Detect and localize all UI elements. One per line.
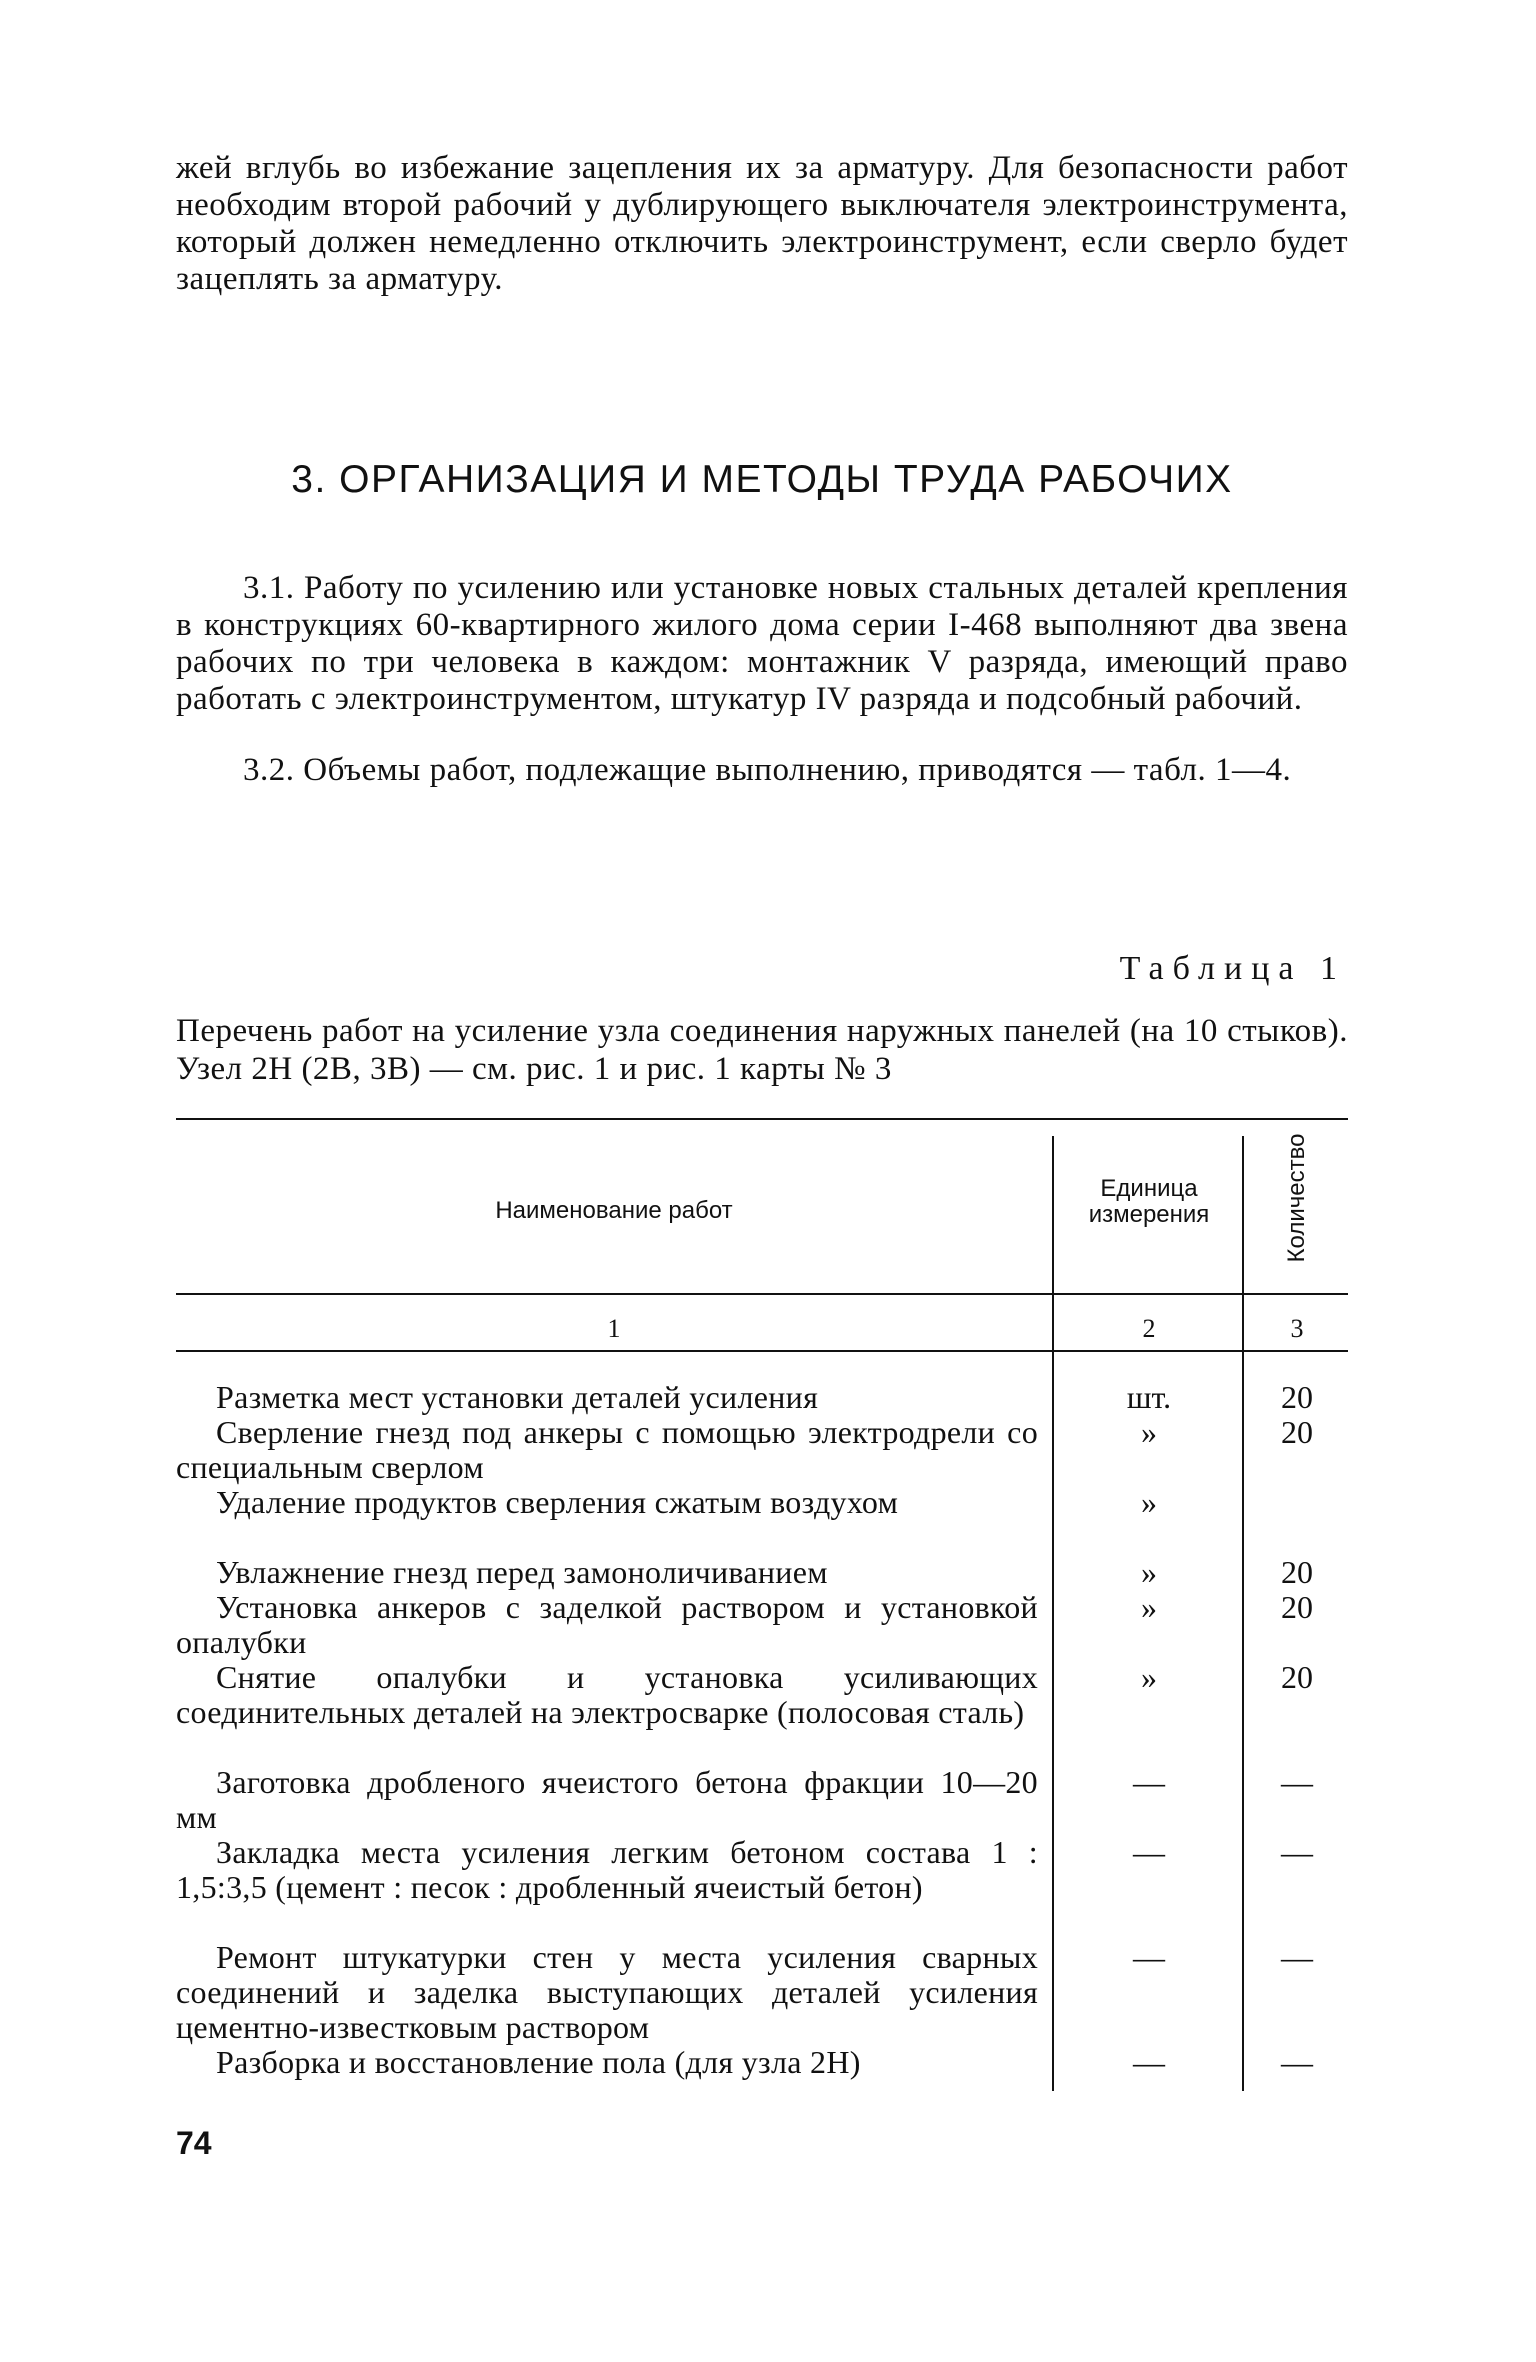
row-work-name: Снятие опалубки и установка усиливающих соединительных деталей на электросварке (полосовая сталь) (176, 1659, 1038, 1730)
table-top-rule (176, 1118, 1348, 1120)
works-table (176, 1118, 1348, 2093)
row-work-name: Ремонт штукатурки стен у места усиления сварных соединений и заделка выступающих деталей усиления цементно-известковым раствором (176, 1939, 1038, 2045)
row-qty: 20 (1281, 1589, 1313, 1625)
header-unit: Единица измерения (1088, 1175, 1210, 1228)
row-unit: » (1141, 1554, 1157, 1590)
row-qty: 20 (1281, 1414, 1313, 1450)
header-qty: Количество (1283, 1133, 1310, 1263)
row-qty: 20 (1281, 1659, 1313, 1695)
row-qty: 20 (1281, 1554, 1313, 1590)
colnum-bottom-rule (176, 1350, 1348, 1352)
row-unit: — (1133, 1764, 1165, 1800)
row-work-name: Увлажнение гнезд перед замоноличиванием (216, 1554, 828, 1590)
row-work-name: Удаление продуктов сверления сжатым воздухом (216, 1484, 899, 1520)
row-work-name: Заготовка дробленого ячеистого бетона фракции 10—20 мм (176, 1764, 1038, 1835)
row-qty: — (1281, 2044, 1313, 2080)
row-unit: » (1141, 1589, 1157, 1625)
column-number-2: 2 (1142, 1314, 1156, 1343)
row-unit: » (1141, 1659, 1157, 1695)
row-unit: » (1141, 1414, 1157, 1450)
column-number-3: 3 (1290, 1314, 1304, 1343)
header-name: Наименование работ (495, 1197, 733, 1224)
table-label: Таблица 1 (1119, 950, 1346, 987)
paragraph-3-1: 3.1. Работу по усилению или установке новых стальных деталей крепления в конструкциях 60-квартирного жилого дома серии I-468 выполняют два звена рабочих по три человека в каждом: монтажник V разряда, имеющий право работать с электроинструментом, штукатур IV разряда и подсобный рабочий. (176, 570, 1348, 717)
table-caption: Перечень работ на усиление узла соединения наружных панелей (на 10 стыков). Узел 2Н (2В, 3В) — см. рис. 1 и рис. 1 карты № 3 (176, 1013, 1348, 1087)
row-work-name: Разметка мест установки деталей усиления (216, 1379, 819, 1415)
row-unit: — (1133, 1939, 1165, 1975)
column-divider-1 (1052, 1136, 1054, 2091)
row-qty: — (1281, 1834, 1313, 1870)
page-number: 74 (176, 2125, 212, 2161)
intro-paragraph: жей вглубь во избежание зацепления их за арматуру. Для безопасности работ необходим второй рабочий у дублирующего выключателя электроинструмента, который должен немедленно отключить электроинструмент, если сверло будет зацеплять за арматуру. (176, 150, 1348, 297)
row-unit: шт. (1126, 1379, 1172, 1415)
row-work-name: Закладка места усиления легким бетоном состава 1 : 1,5:3,5 (цемент : песок : дробленный ячеистый бетон) (176, 1834, 1038, 1905)
row-unit: — (1133, 2044, 1165, 2080)
row-work-name: Разборка и восстановление пола (для узла 2Н) (216, 2044, 861, 2080)
column-divider-2 (1242, 1136, 1244, 2091)
paragraph-3-2: 3.2. Объемы работ, подлежащие выполнению, приводятся — табл. 1—4. (243, 752, 1292, 788)
header-qty-cell (1246, 1133, 1348, 1263)
row-work-name: Сверление гнезд под анкеры с помощью электродрели со специальным сверлом (176, 1414, 1038, 1485)
row-qty: — (1281, 1764, 1313, 1800)
row-unit: — (1133, 1834, 1165, 1870)
section-title: 3. ОРГАНИЗАЦИЯ И МЕТОДЫ ТРУДА РАБОЧИХ (291, 458, 1233, 501)
column-number-1: 1 (607, 1314, 621, 1343)
header-bottom-rule (176, 1293, 1348, 1295)
row-unit: » (1141, 1484, 1157, 1520)
row-work-name: Установка анкеров с заделкой раствором и установкой опалубки (176, 1589, 1038, 1660)
row-qty: 20 (1281, 1379, 1313, 1415)
row-qty: — (1281, 1939, 1313, 1975)
